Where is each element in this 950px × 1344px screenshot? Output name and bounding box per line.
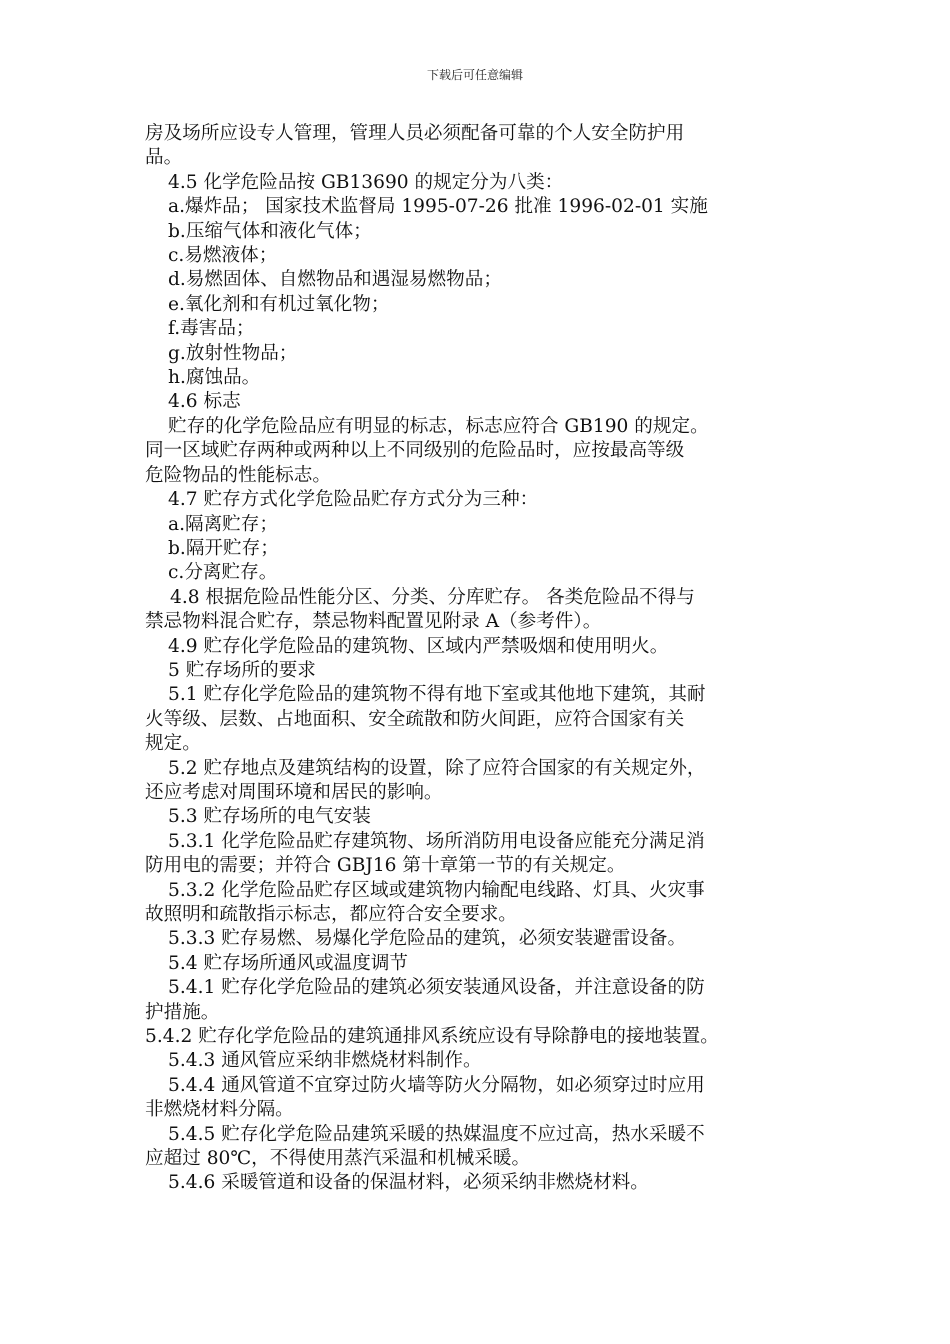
text-line: 火等级、层数、占地面积、安全疏散和防火间距，应符合国家有关 bbox=[145, 708, 685, 730]
text-line: 5.4.1 贮存化学危险品的建筑必须安装通风设备，并注意设备的防 bbox=[168, 977, 705, 999]
text-line: 5.1 贮存化学危险品的建筑物不得有地下室或其他地下建筑，其耐 bbox=[168, 684, 706, 706]
text-line: 防用电的需要；并符合 GBJ16 第十章第一节的有关规定。 bbox=[145, 855, 626, 877]
text-line: 4.6 标志 bbox=[168, 391, 241, 413]
text-line: 禁忌物料混合贮存，禁忌物料配置见附录 A（参考件）。 bbox=[145, 611, 602, 633]
text-line: 5 贮存场所的要求 bbox=[168, 659, 316, 681]
text-line: d.易燃固体、自燃物品和遇湿易燃物品； bbox=[168, 269, 502, 291]
text-line: 5.3 贮存场所的电气安装 bbox=[168, 806, 371, 828]
text-line: b.隔开贮存； bbox=[168, 537, 279, 559]
text-line: 故照明和疏散指示标志，都应符合安全要求。 bbox=[145, 904, 517, 925]
text-line: 5.2 贮存地点及建筑结构的设置，除了应符合国家的有关规定外， bbox=[168, 757, 706, 779]
text-line: 同一区域贮存两种或两种以上不同级别的危险品时，应按最高等级 bbox=[145, 440, 685, 462]
text-line: h.腐蚀品。 bbox=[168, 367, 261, 389]
text-line: 5.3.2 化学危险品贮存区域或建筑物内输配电线路、灯具、火灾事 bbox=[168, 879, 705, 901]
text-line: 4.8 根据危险品性能分区、分类、分库贮存。 各类危险品不得与 bbox=[170, 586, 695, 608]
text-line: 4.9 贮存化学危险品的建筑物、区域内严禁吸烟和使用明火。 bbox=[168, 635, 669, 657]
text-line: b.压缩气体和液化气体； bbox=[168, 220, 372, 242]
text-line: e.氧化剂和有机过氧化物； bbox=[168, 293, 390, 315]
text-line: c.分离贮存。 bbox=[168, 562, 278, 584]
text-line: f.毒害品； bbox=[168, 318, 255, 340]
text-line: a.隔离贮存； bbox=[168, 513, 278, 535]
text-line: 品。 bbox=[145, 147, 183, 169]
text-line: 还应考虑对周围环境和居民的影响。 bbox=[145, 781, 443, 803]
text-line: 房及场所应设专人管理，管理人员必须配备可靠的个人安全防护用 bbox=[145, 123, 685, 144]
text-line: g.放射性物品； bbox=[168, 342, 298, 364]
text-line: c.易燃液体； bbox=[168, 245, 278, 267]
text-line: 贮存的化学危险品应有明显的标志，标志应符合 GB190 的规定。 bbox=[168, 415, 709, 437]
text-line: 5.3.3 贮存易燃、易爆化学危险品的建筑，必须安装避雷设备。 bbox=[168, 928, 687, 950]
document-body bbox=[145, 122, 810, 1196]
text-line: 护措施。 bbox=[145, 1001, 220, 1023]
text-line: 规定。 bbox=[145, 733, 201, 755]
text-line: 4.7 贮存方式化学危险品贮存方式分为三种： bbox=[168, 489, 539, 511]
text-line: 5.4.5 贮存化学危险品建筑采暖的热媒温度不应过高，热水采暖不 bbox=[168, 1123, 705, 1145]
text-line: 5.4.2 贮存化学危险品的建筑通排风系统应设有导除静电的接地装置。 bbox=[145, 1026, 719, 1048]
text-line: 应超过 80℃，不得使用蒸汽采温和机械采暖。 bbox=[145, 1148, 531, 1170]
text-line: 5.4.6 采暖管道和设备的保温材料，必须采纳非燃烧材料。 bbox=[168, 1172, 649, 1194]
text-line: a.爆炸品； 国家技术监督局 1995-07-26 批准 1996-02-01 实施 bbox=[168, 196, 708, 218]
text-line: 非燃烧材料分隔。 bbox=[145, 1099, 294, 1121]
text-line: 5.3.1 化学危险品贮存建筑物、场所消防用电设备应能充分满足消 bbox=[168, 830, 705, 852]
text-line: 5.4 贮存场所通风或温度调节 bbox=[168, 952, 409, 974]
page-header: 下载后可任意编辑 bbox=[426, 68, 523, 82]
text-line: 危险物品的性能标志。 bbox=[145, 464, 331, 486]
text-line: 5.4.3 通风管应采纳非燃烧材料制作。 bbox=[168, 1050, 482, 1072]
text-line: 5.4.4 通风管道不宜穿过防火墙等防火分隔物，如必须穿过时应用 bbox=[168, 1074, 705, 1096]
text-line: 4.5 化学危险品按 GB13690 的规定分为八类： bbox=[168, 171, 564, 193]
